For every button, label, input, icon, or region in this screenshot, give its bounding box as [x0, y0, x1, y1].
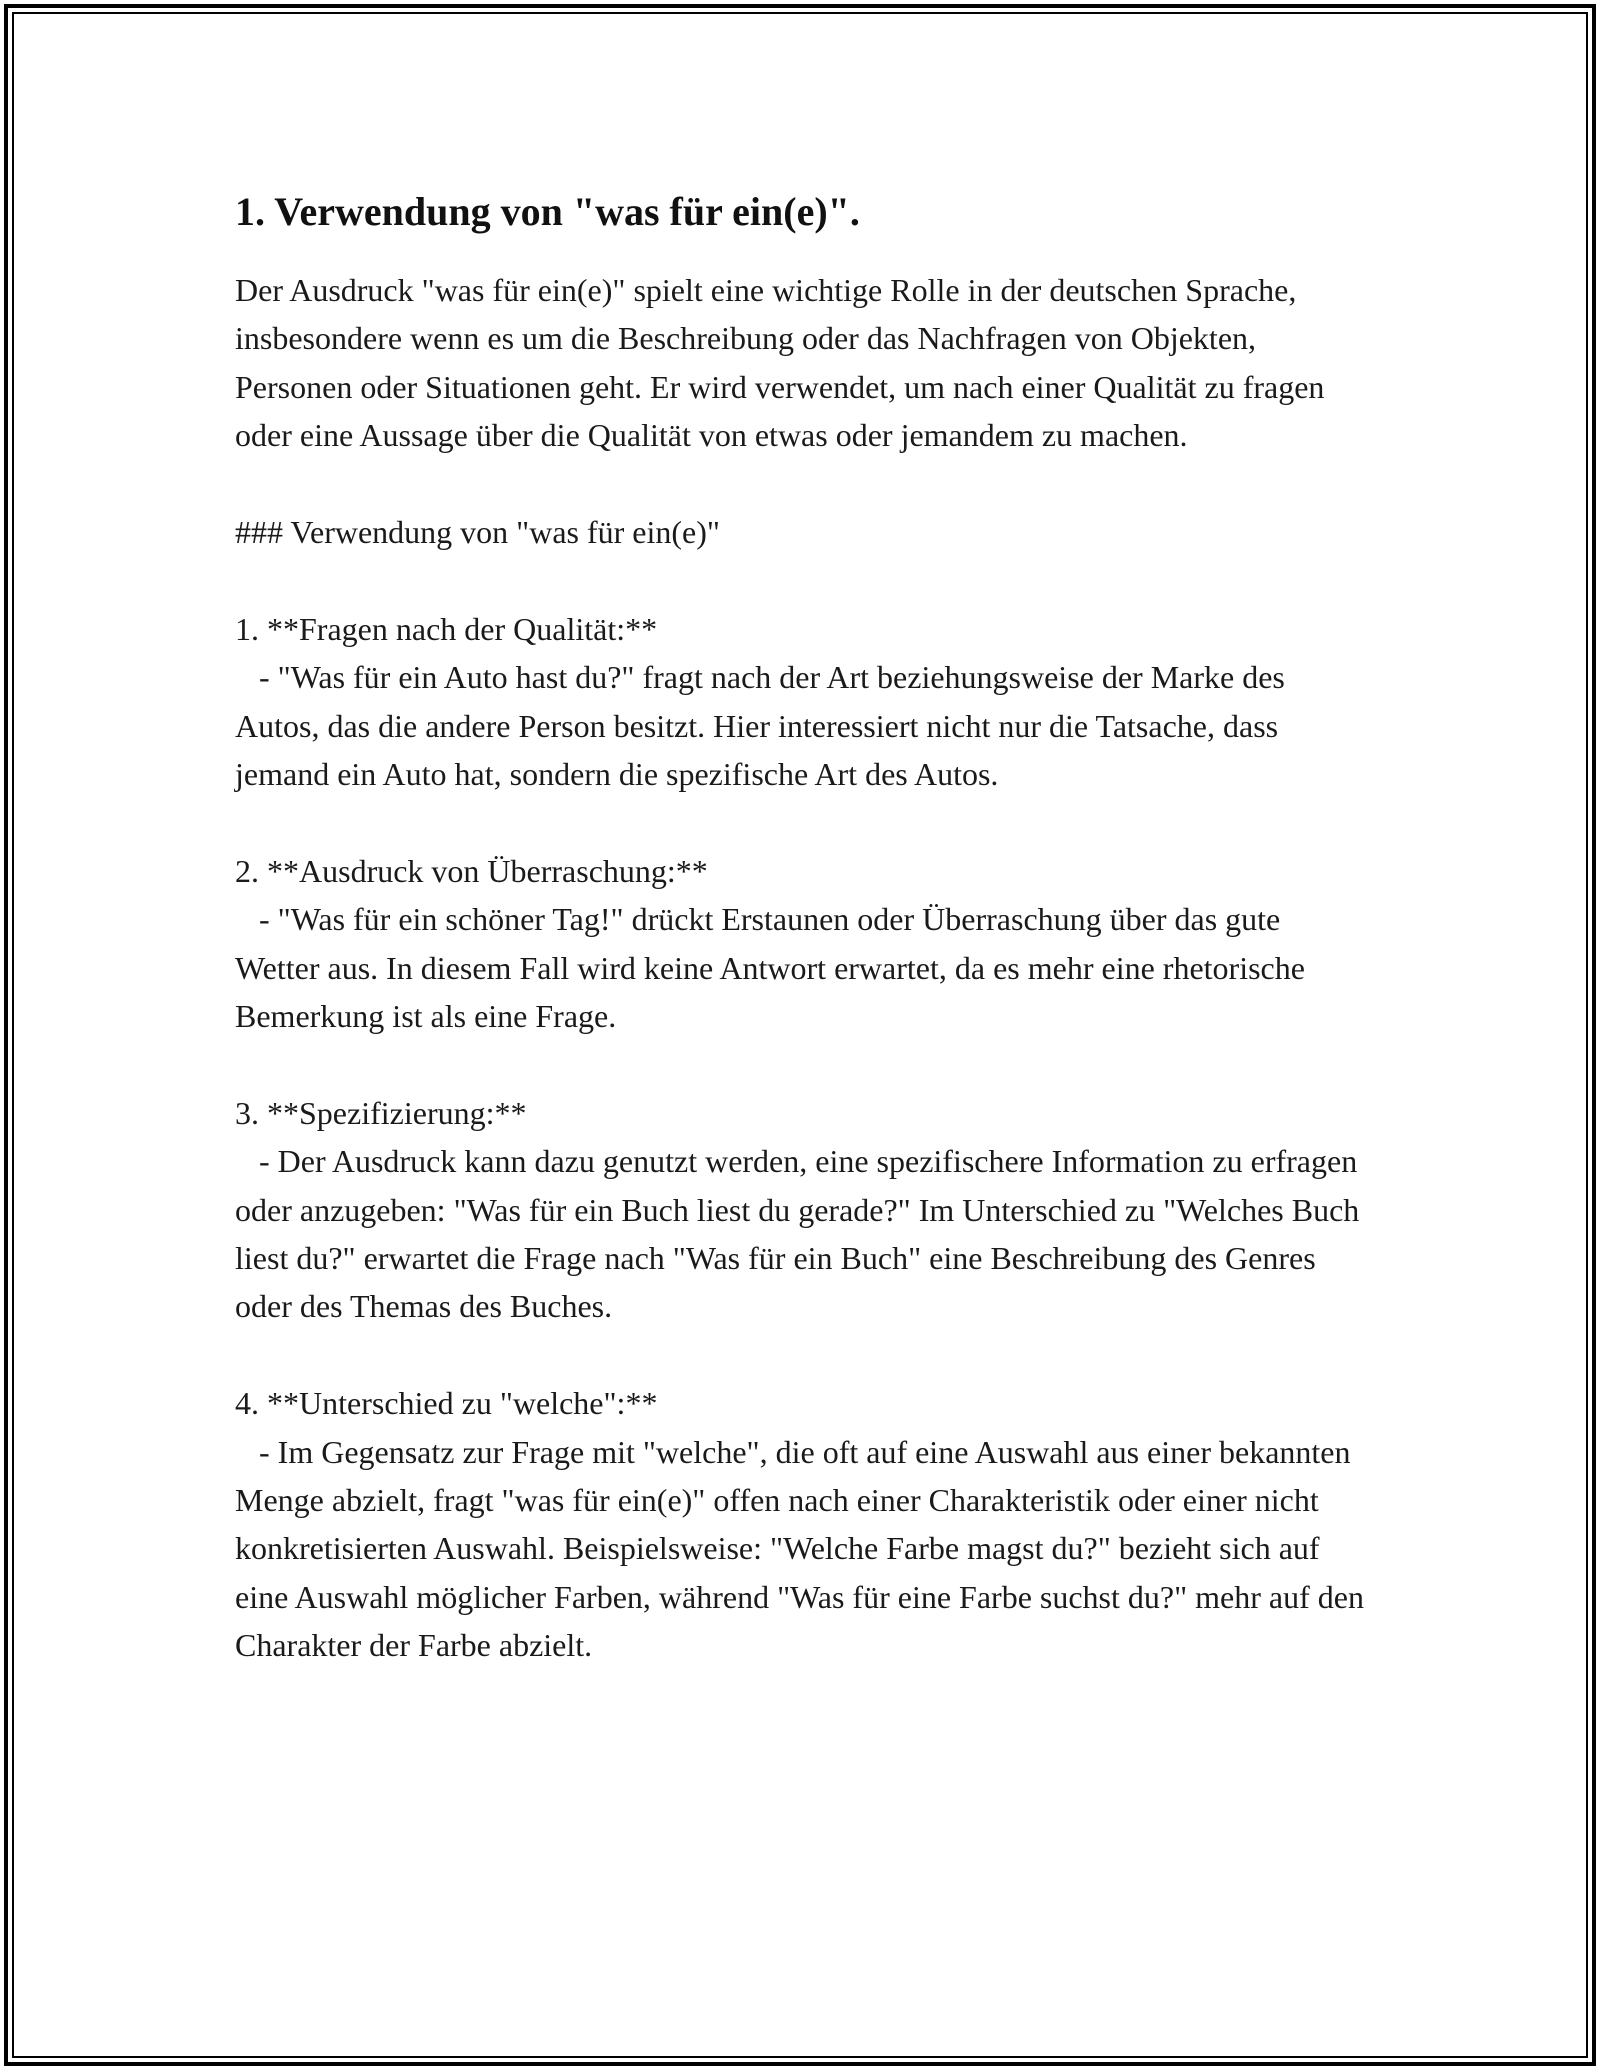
list-item-heading: 1. **Fragen nach der Qualität:**: [235, 610, 658, 647]
document-title: 1. Verwendung von "was für ein(e)".: [235, 189, 860, 234]
subheading: ### Verwendung von "was für ein(e)": [235, 514, 720, 551]
list-item-body: - "Was für ein schöner Tag!" drückt Erstaunen oder Überraschung über das gute Wetter aus. In diesem Fall wird keine Antwort erwartet, da es mehr eine rhetorische Bemerkung ist als eine Frage.: [235, 901, 1313, 1035]
list-item: [235, 847, 1370, 1041]
document-body: [235, 182, 1370, 1670]
list-item: [235, 605, 1370, 799]
spacer: [235, 798, 1370, 846]
list-item-heading: 2. **Ausdruck von Überraschung:**: [235, 852, 708, 889]
spacer: [235, 556, 1370, 604]
intro-paragraph: Der Ausdruck "was für ein(e)" spielt eine wichtige Rolle in der deutschen Sprache, insbesondere wenn es um die Beschreibung oder das Nachfragen von Objekten, Personen oder Situationen geht. Er wird verwendet, um nach einer Qualität zu fragen oder eine Aussage über die Qualität von etwas oder jemandem zu machen.: [235, 272, 1333, 454]
list-item-body: - Im Gegensatz zur Frage mit "welche", die oft auf eine Auswahl aus einer bekannten Menge abzielt, fragt "was für ein(e)" offen nach einer Charakteristik oder einer nicht konkretisierten Auswahl. Beispielsweise: "Welche Farbe magst du?" bezieht sich auf eine Auswahl möglicher Farben, während "Was für eine Farbe suchst du?" mehr auf den Charakter der Farbe abzielt.: [235, 1433, 1372, 1664]
list-item-body: - Der Ausdruck kann dazu genutzt werden, eine spezifischere Information zu erfragen oder anzugeben: "Was für ein Buch liest du gerade?" Im Unterschied zu "Welches Buch liest du?" erwartet die Frage nach "Was für ein Buch" eine Beschreibung des Genres oder des Themas des Buches.: [235, 1143, 1368, 1325]
list-item: [235, 1379, 1370, 1669]
list-item-heading: 3. **Spezifizierung:**: [235, 1094, 527, 1131]
list-item: [235, 1089, 1370, 1331]
list-item-heading: 4. **Unterschied zu "welche":**: [235, 1385, 658, 1422]
spacer: [235, 1040, 1370, 1088]
list-item-body: - "Was für ein Auto hast du?" fragt nach der Art beziehungsweise der Marke des Autos, das die andere Person besitzt. Hier interessiert nicht nur die Tatsache, dass jemand ein Auto hat, sondern die spezifische Art des Autos.: [235, 659, 1292, 793]
spacer: [235, 460, 1370, 508]
spacer: [235, 1331, 1370, 1379]
